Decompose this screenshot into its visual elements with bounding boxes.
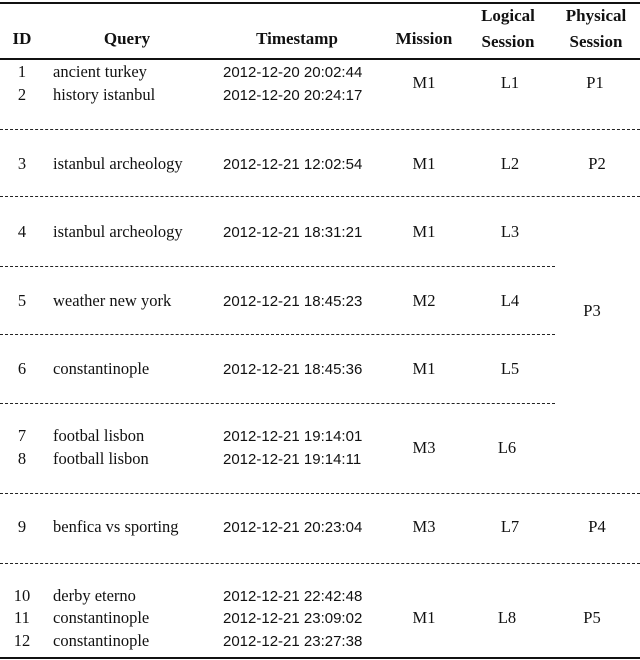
mission-cell: M1 [412,359,436,378]
header-mission: Mission [395,29,453,48]
row-query: istanbul archeology [53,222,183,241]
row-query: benfica vs sporting [53,517,179,536]
row-id: 10 [13,586,31,605]
logical-session-cell: L7 [500,517,520,536]
header-logical-line2: Session [481,32,535,51]
row-timestamp: 2012-12-20 20:24:17 [223,87,363,104]
mission-cell: M1 [412,154,436,173]
group-divider [0,493,640,494]
row-query: constantinople [53,631,150,650]
row-query: ancient turkey [53,62,147,81]
physical-session-cell: P5 [583,608,601,627]
logical-session-cell: L6 [497,438,517,457]
row-timestamp: 2012-12-21 18:45:36 [223,361,363,378]
group-divider [0,129,640,130]
header-physical-line1: Physical [565,6,627,25]
row-query: history istanbul [53,85,156,104]
row-id: 9 [17,517,27,536]
row-id: 12 [13,631,31,650]
row-query: constantinople [53,608,150,627]
table-bottom-rule [0,657,640,659]
physical-session-cell: P4 [588,517,606,536]
logical-session-cell: L4 [500,291,520,310]
row-query: derby eterno [53,586,136,605]
row-id: 7 [17,426,27,445]
table-top-rule [0,2,640,4]
mission-cell: M1 [412,222,436,241]
row-query: football lisbon [53,449,149,468]
row-timestamp: 2012-12-21 23:09:02 [223,610,363,627]
header-rule [0,58,640,60]
row-timestamp: 2012-12-21 18:31:21 [223,224,363,241]
physical-session-cell: P3 [583,301,601,320]
group-divider [0,563,640,564]
header-timestamp: Timestamp [256,29,338,48]
mission-cell: M1 [412,73,436,92]
row-timestamp: 2012-12-21 23:27:38 [223,633,363,650]
row-id: 2 [17,85,27,104]
logical-session-cell: L1 [500,73,520,92]
logical-session-cell: L5 [500,359,520,378]
logical-session-cell: L2 [500,154,520,173]
row-timestamp: 2012-12-21 19:14:11 [223,451,362,468]
group-divider-partial [0,266,555,267]
row-timestamp: 2012-12-21 18:45:23 [223,293,363,310]
row-id: 4 [17,222,27,241]
header-query: Query [103,29,151,48]
group-divider-partial [0,403,555,404]
row-id: 3 [17,154,27,173]
group-divider-partial [0,334,555,335]
logical-session-cell: L8 [497,608,517,627]
row-id: 1 [17,62,27,81]
row-id: 6 [17,359,27,378]
header-id: ID [12,29,32,48]
header-logical-line1: Logical [481,6,535,25]
row-id: 8 [17,449,27,468]
row-query: footbal lisbon [53,426,145,445]
row-query: istanbul archeology [53,154,183,173]
header-physical-line2: Session [569,32,623,51]
row-timestamp: 2012-12-21 12:02:54 [223,156,363,173]
physical-session-cell: P2 [588,154,606,173]
group-divider [0,196,640,197]
logical-session-cell: L3 [500,222,520,241]
physical-session-cell: P1 [586,73,604,92]
row-timestamp: 2012-12-21 20:23:04 [223,519,363,536]
mission-cell: M3 [412,438,436,457]
row-id: 11 [14,608,30,627]
mission-cell: M1 [412,608,436,627]
row-timestamp: 2012-12-20 20:02:44 [223,64,363,81]
row-id: 5 [17,291,27,310]
mission-cell: M3 [412,517,436,536]
row-timestamp: 2012-12-21 19:14:01 [223,428,363,445]
row-query: constantinople [53,359,150,378]
row-timestamp: 2012-12-21 22:42:48 [223,588,363,605]
mission-cell: M2 [412,291,436,310]
row-query: weather new york [53,291,172,310]
